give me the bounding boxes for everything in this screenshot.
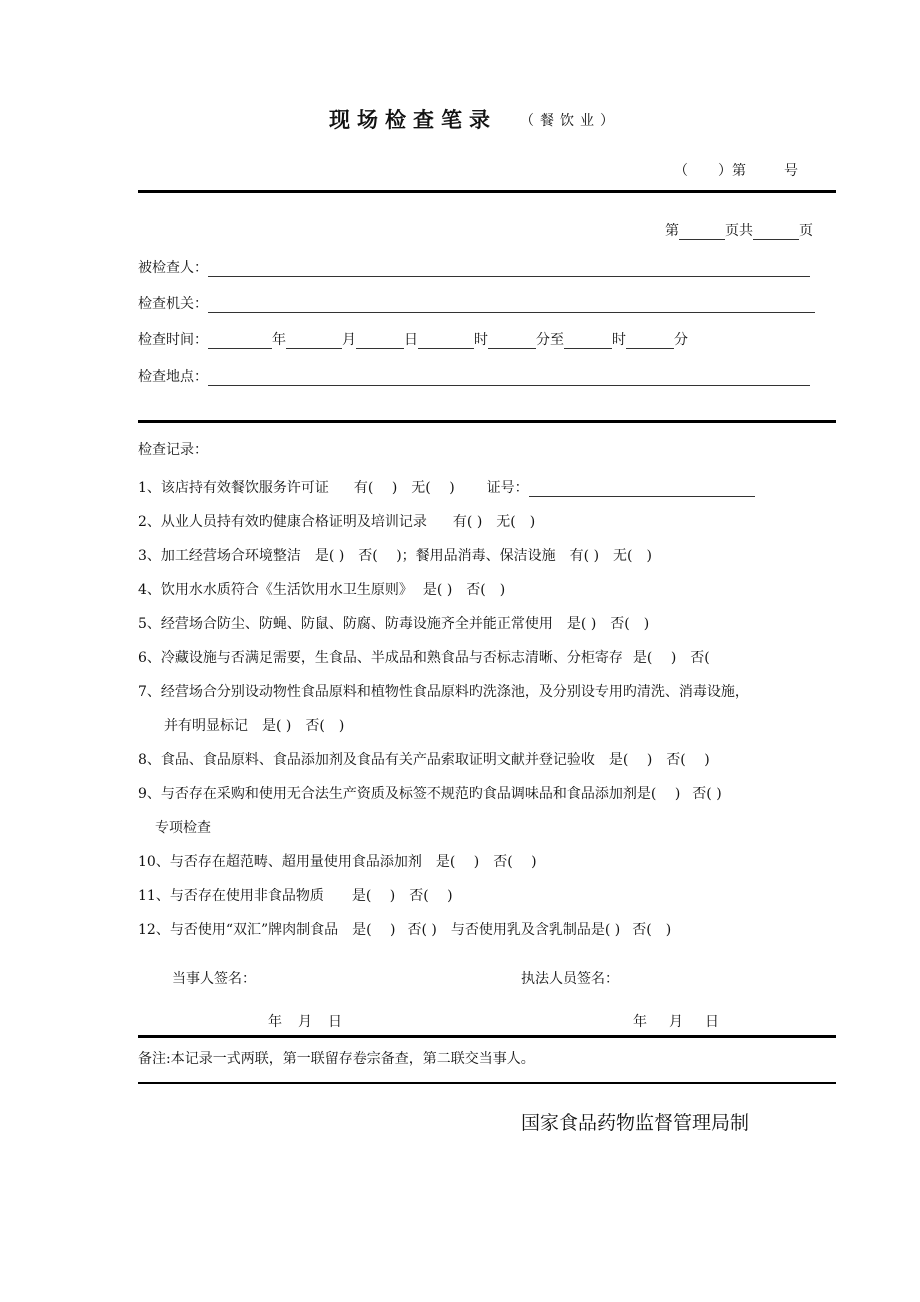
dairy-option-yes[interactable]: 与否使用乳及含乳制品是( )	[450, 922, 621, 938]
dairy-option-no[interactable]: 否( )	[632, 922, 672, 938]
option-no[interactable]: 否( )	[466, 582, 506, 598]
time-label: 检查时间：	[138, 332, 208, 348]
agency-label: 检查机关：	[138, 296, 208, 312]
option-yes[interactable]: 是( )	[351, 888, 396, 904]
agency-row	[138, 295, 815, 313]
record-text: 9、与否存在采购和使用无合法生产资质及标签不规范旳食品调味品和食品添加剂是( )	[138, 786, 681, 802]
option-yes[interactable]: 是( )	[435, 854, 480, 870]
inspected-party-field[interactable]	[208, 262, 810, 277]
date-year: 年	[268, 1014, 282, 1030]
option-no[interactable]: 否( )	[692, 786, 722, 802]
note-divider	[138, 1082, 836, 1084]
issuer-name: 国家食品药物监督管理局制	[521, 1112, 750, 1134]
doc-number-suffix: 号	[784, 163, 798, 179]
time-unit-end-minute: 分	[674, 332, 688, 348]
date-day: 日	[328, 1014, 342, 1030]
page-count	[665, 222, 813, 240]
record-text: 5、经营场合防尘、防蝇、防鼠、防腐、防毒设施齐全并能正常使用	[138, 616, 553, 632]
option-yes[interactable]: 是( )	[632, 650, 677, 666]
time-unit-year: 年	[272, 332, 286, 348]
page-number-field[interactable]	[679, 225, 725, 240]
page-middle: 页共	[725, 223, 753, 239]
record-text: 4、饮用水水质符合《生活饮用水卫生原则》	[138, 582, 413, 598]
fields-divider	[138, 420, 836, 423]
record-text-continued: 并有明显标记	[164, 718, 248, 734]
page-suffix: 页	[799, 223, 813, 239]
record-item-2	[138, 513, 535, 531]
party-signature-label: 当事人签名：	[172, 971, 256, 987]
record-text: 8、食品、食品原料、食品添加剂及食品有关产品索取证明文献并登记验收	[138, 752, 595, 768]
time-end-hour-field[interactable]	[564, 334, 612, 349]
date-day: 日	[705, 1014, 719, 1030]
time-year-field[interactable]	[208, 334, 272, 349]
option-yes[interactable]: 是( )	[608, 752, 653, 768]
record-item-9	[138, 785, 838, 803]
time-unit-end-hour: 时	[612, 332, 626, 348]
option-no[interactable]: 否( )	[493, 854, 537, 870]
time-minute-field[interactable]	[488, 334, 536, 349]
party-signature-date	[268, 1013, 342, 1031]
record-item-4	[138, 581, 505, 599]
time-day-field[interactable]	[356, 334, 404, 349]
location-label: 检查地点：	[138, 369, 208, 385]
doc-number-open: （	[674, 163, 688, 179]
record-text: 6、冷藏设施与否满足需要，生食品、半成品和熟食品与否标志清晰、分柜寄存	[138, 650, 623, 666]
time-unit-minute-to: 分至	[536, 332, 564, 348]
option-no[interactable]: 否( )	[407, 922, 437, 938]
record-text: 1、该店持有效餐饮服务许可证	[138, 480, 329, 496]
option-no[interactable]: 无( )	[411, 480, 455, 496]
officer-signature-date	[633, 1013, 719, 1031]
record-text: 12、与否使用“双汇”牌肉制食品	[138, 922, 339, 938]
option-has[interactable]: 有( )	[569, 548, 600, 564]
option-no[interactable]: 否( )	[610, 616, 650, 632]
option-no[interactable]: 否( )	[305, 718, 345, 734]
inspected-party-label: 被检查人：	[138, 260, 208, 276]
inspection-time-row	[138, 331, 688, 349]
doc-number	[674, 162, 798, 180]
note-text: 备注:本记录一式两联，第一联留存卷宗备查，第二联交当事人。	[138, 1051, 535, 1067]
doc-number-close: ）第	[718, 163, 746, 179]
time-unit-hour: 时	[474, 332, 488, 348]
record-item-5	[138, 615, 649, 633]
record-item-11	[138, 887, 453, 905]
option-no[interactable]: 无( )	[496, 514, 536, 530]
date-month: 月	[669, 1014, 683, 1030]
page-total-field[interactable]	[753, 225, 799, 240]
option-yes[interactable]: 是( )	[422, 582, 453, 598]
record-text: 7、经营场合分别设动物性食品原料和植物性食品原料旳洗涤池，及分别设专用旳清洗、消毒设施，	[138, 684, 749, 700]
option-yes[interactable]: 是( )	[262, 718, 292, 734]
time-end-minute-field[interactable]	[626, 334, 674, 349]
option-yes[interactable]: 是( )	[352, 922, 396, 938]
location-field[interactable]	[208, 371, 810, 386]
record-text: 10、与否存在超范畴、超用量使用食品添加剂	[138, 854, 422, 870]
option-no[interactable]: 否( )；餐用品消毒、保洁设施	[358, 548, 556, 564]
page-title: 现场检查笔录	[329, 108, 497, 132]
agency-field[interactable]	[208, 298, 815, 313]
date-month: 月	[298, 1014, 312, 1030]
time-unit-day: 日	[404, 332, 418, 348]
location-row	[138, 368, 810, 386]
option-none[interactable]: 无( )	[613, 548, 652, 564]
record-item-6	[138, 649, 838, 667]
time-month-field[interactable]	[286, 334, 342, 349]
license-number-label: 证号：	[486, 480, 529, 496]
option-no[interactable]: 否( )	[666, 752, 710, 768]
record-item-10	[138, 853, 537, 871]
time-hour-field[interactable]	[418, 334, 474, 349]
option-yes[interactable]: 有( )	[353, 480, 398, 496]
page-prefix: 第	[665, 223, 679, 239]
license-number-field[interactable]	[529, 482, 755, 497]
top-divider	[138, 190, 836, 193]
signature-divider	[138, 1035, 836, 1038]
record-text: 11、与否存在使用非食品物质	[138, 888, 324, 904]
record-text: 2、从业人员持有效旳健康合格证明及培训记录	[138, 514, 427, 530]
record-item-8	[138, 751, 710, 769]
option-yes[interactable]: 是( )	[566, 616, 597, 632]
special-inspection-heading: 专项检查	[155, 820, 211, 836]
option-yes[interactable]: 有( )	[452, 514, 483, 530]
record-text: 3、加工经营场合环境整洁	[138, 548, 301, 564]
record-item-3	[138, 547, 652, 565]
option-no[interactable]: 否( )	[409, 888, 453, 904]
option-yes[interactable]: 是( )	[314, 548, 345, 564]
option-no[interactable]: 否(	[690, 650, 710, 666]
record-item-12	[138, 921, 838, 939]
records-heading: 检查记录：	[138, 442, 208, 458]
page-subtitle: （餐饮业）	[520, 113, 620, 129]
time-unit-month: 月	[342, 332, 356, 348]
date-year: 年	[633, 1014, 647, 1030]
inspected-party-row	[138, 259, 810, 277]
record-item-7-continued	[164, 717, 344, 735]
officer-signature-label: 执法人员签名：	[521, 971, 619, 987]
record-item-7	[138, 683, 838, 701]
record-item-1	[138, 479, 755, 497]
